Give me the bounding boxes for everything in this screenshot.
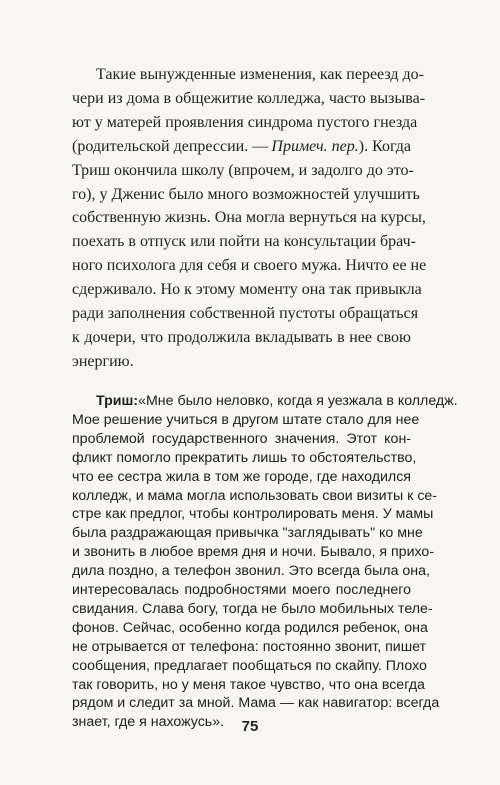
paragraph-line: собственную жизнь. Она могла вернуться на курсы, <box>72 209 426 227</box>
quote-line: Мое решение учиться в другом штате стало для нее <box>72 411 420 428</box>
quote-text: «Мне было неловко, когда я уезжала в колледж. <box>138 393 458 409</box>
quote-line: была раздражающая привычка "заглядывать" ко мне <box>72 525 423 542</box>
paragraph-line: ного психолога для себя и своего мужа. Ничто ее не <box>72 257 427 275</box>
paragraph-line: чери из дома в общежитие колледжа, часто вызыва- <box>72 89 426 107</box>
quote-line: и звонить в любое время дня и ночи. Бывало, я прихо- <box>72 544 435 561</box>
paragraph-line: энергию. <box>72 352 134 370</box>
quote-line: интересовалась подробностями моего последнего <box>72 582 411 598</box>
quote-line: стре как предлог, чтобы контролировать меня. У мамы <box>72 506 434 523</box>
quote-line: так говорить, но у меня такое чувство, что она всегда <box>72 676 425 693</box>
paragraph-line: Такие вынужденные изменения, как переезд до- <box>96 66 424 83</box>
quote-speaker: Триш: <box>96 393 139 409</box>
paragraph-text: (родительской депрессии. — <box>72 137 269 155</box>
paragraph-line: сдерживало. Но к этому моменту она так привыкла <box>72 281 422 299</box>
quote-line: фликт помогло прекратить лишь то обстоятельство, <box>72 449 417 466</box>
paragraph-line: поехать в отпуск или пойти на консультации брач- <box>72 233 416 251</box>
quote-line: знает, где я нахожусь». <box>72 714 225 731</box>
translator-note <box>271 138 411 156</box>
quote-line: колледж, и мама могла использовать свои визиты к се- <box>72 487 438 504</box>
quote-first-line <box>96 393 458 409</box>
translator-note-label: Примеч. пер. <box>271 137 359 155</box>
paragraph-text: ). Когда <box>358 137 411 155</box>
quote-line: свидания. Слава богу, тогда не было мобильных теле- <box>72 600 433 617</box>
quote-line: сообщения, предлагает пообщаться по скайпу. Плохо <box>72 657 427 674</box>
page-number: 75 <box>241 718 259 735</box>
paragraph-line: го), у Дженис было много возможностей улучшить <box>72 185 420 203</box>
paragraph-line: ют у матерей проявления синдрома пустого гнезда <box>72 113 418 131</box>
paragraph-line-with-note <box>72 138 411 156</box>
paragraph-line: Триш окончила школу (впрочем, и задолго до это- <box>72 161 414 179</box>
quote-line: не отрывается от телефона: постоянно звонит, пишет <box>72 638 427 655</box>
quote-line: фонов. Сейчас, особенно когда родился ребенок, она <box>72 619 428 636</box>
quote-line: рядом и следит за мной. Мама — как навигатор: всегда <box>72 695 440 712</box>
paragraph-line: к дочери, что продолжила вкладывать в нее свою <box>72 328 411 346</box>
quote-line: дила поздно, а телефон звонил. Это всегда была она, <box>72 563 430 580</box>
quote-line: проблемой государственного значения. Этот кон- <box>72 430 411 447</box>
paragraph-line: ради заполнения собственной пустоты обращаться <box>72 305 419 322</box>
quote-line: что ее сестра жила в том же городе, где находился <box>72 468 411 485</box>
